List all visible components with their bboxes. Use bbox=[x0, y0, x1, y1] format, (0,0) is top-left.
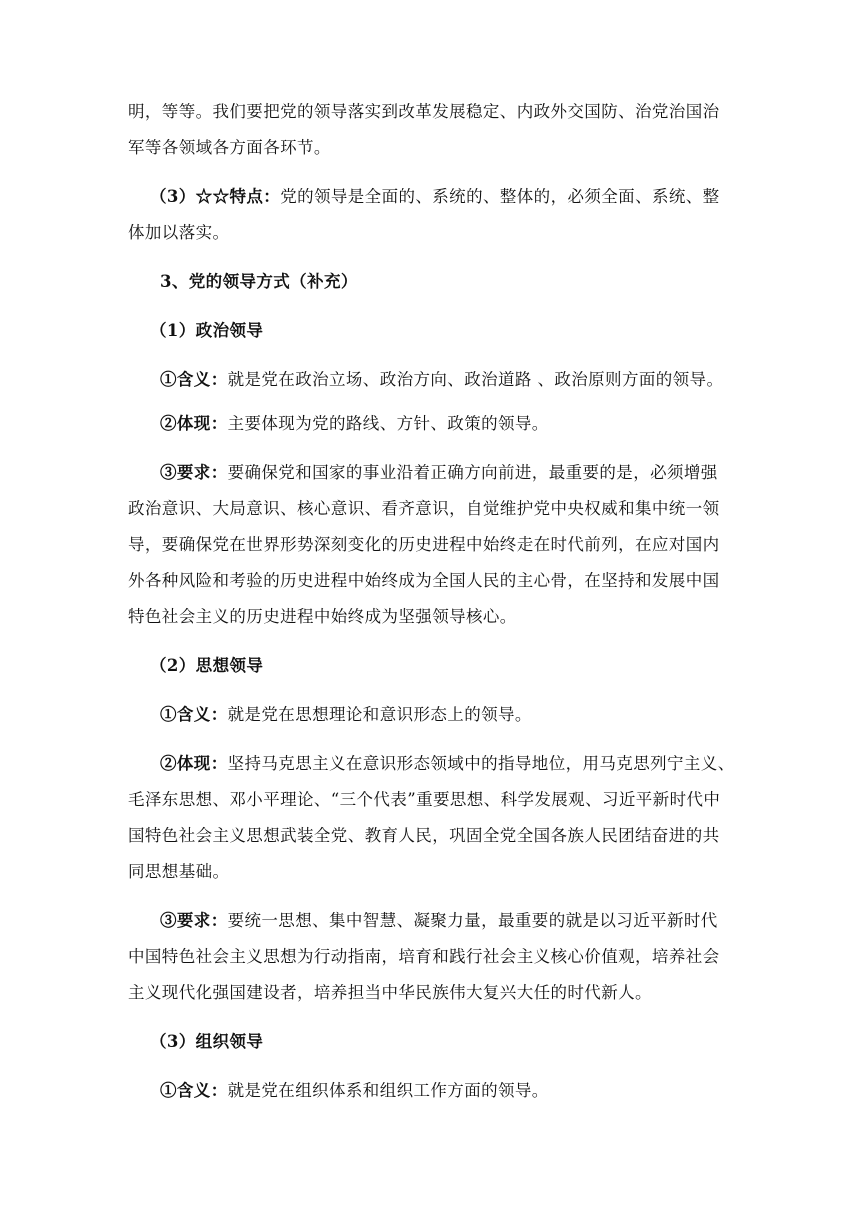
text-line bbox=[128, 605, 517, 629]
item-manifestation bbox=[160, 412, 549, 436]
line-text: 中国特色社会主义思想为行动指南，培育和践行社会主义核心价值观，培养社会 bbox=[128, 947, 720, 966]
subsection-heading: （1）政治领导 bbox=[150, 321, 264, 340]
item-label: ③要求： bbox=[160, 911, 228, 930]
section-heading: 3、党的领导方式（补充） bbox=[160, 272, 358, 291]
item-label: ①含义： bbox=[160, 705, 228, 724]
item-text: 坚持马克思主义在意识形态领域中的指导地位，用马克思列宁主义、 bbox=[227, 754, 735, 773]
line-text: 特色社会主义的历史进程中始终成为坚强领导核心。 bbox=[128, 607, 517, 626]
item-text: 就是党在政治立场、政治方向、政治道路 、政治原则方面的领导。 bbox=[227, 370, 724, 389]
line-text: 主义现代化强国建设者，培养担当中华民族伟大复兴大任的时代新人。 bbox=[128, 983, 652, 1002]
item-label: ②体现： bbox=[160, 754, 228, 773]
text-line bbox=[128, 788, 720, 812]
item-text: 要确保党和国家的事业沿着正确方向前进，最重要的是，必须增强 bbox=[227, 463, 718, 482]
text-line bbox=[128, 221, 229, 245]
item-requirement bbox=[160, 909, 718, 933]
line-text: 国特色社会主义思想武装全党、教育人民，巩固全党全国各族人民团结奋进的共 bbox=[128, 826, 720, 845]
line-text: 外各种风险和考验的历史进程中始终成为全国人民的主心骨，在坚持和发展中国 bbox=[128, 571, 720, 590]
text-line bbox=[128, 100, 720, 124]
line-text: 军等各领域各方面各环节。 bbox=[128, 138, 331, 157]
text-line bbox=[128, 569, 720, 593]
line-text: 同思想基础。 bbox=[128, 862, 230, 881]
item-requirement bbox=[160, 461, 718, 485]
text-line bbox=[128, 497, 720, 521]
text-line bbox=[128, 824, 720, 848]
line-text: 毛泽东思想、邓小平理论、“三个代表”重要思想、科学发展观、习近平新时代中 bbox=[128, 790, 721, 809]
item-label: ③要求： bbox=[160, 463, 228, 482]
item-definition bbox=[160, 1079, 549, 1103]
item-label: ②体现： bbox=[160, 414, 228, 433]
line-text: 政治意识、大局意识、核心意识、看齐意识，自觉维护党中央权威和集中统一领 bbox=[128, 499, 720, 518]
item-label: （3）☆☆特点： bbox=[150, 187, 281, 206]
item-text: 就是党在思想理论和意识形态上的领导。 bbox=[227, 705, 532, 724]
item-label: ①含义： bbox=[160, 1081, 228, 1100]
item-manifestation bbox=[160, 752, 735, 776]
line-text: 体加以落实。 bbox=[128, 223, 230, 242]
subsection-heading: （2）思想领导 bbox=[150, 656, 264, 675]
line-text: 导，要确保党在世界形势深刻变化的历史进程中始终走在时代前列，在应对国内 bbox=[128, 535, 720, 554]
text-line bbox=[128, 533, 720, 557]
item-text: 主要体现为党的路线、方针、政策的领导。 bbox=[227, 414, 549, 433]
point-3-characteristics bbox=[150, 185, 720, 209]
item-text: 要统一思想、集中智慧、凝聚力量，最重要的就是以习近平新时代 bbox=[227, 911, 718, 930]
text-line bbox=[128, 981, 652, 1005]
item-definition bbox=[160, 368, 723, 392]
item-label: ①含义： bbox=[160, 370, 228, 389]
text-line bbox=[128, 945, 720, 969]
line-text: 明，等等。我们要把党的领导落实到改革发展稳定、内政外交国防、治党治国治 bbox=[128, 102, 720, 121]
text-line bbox=[128, 136, 331, 160]
item-text: 就是党在组织体系和组织工作方面的领导。 bbox=[227, 1081, 549, 1100]
item-definition bbox=[160, 703, 532, 727]
subsection-heading: （3）组织领导 bbox=[150, 1032, 264, 1051]
text-line bbox=[128, 860, 229, 884]
item-text: 党的领导是全面的、系统的、整体的，必须全面、系统、整 bbox=[280, 187, 720, 206]
